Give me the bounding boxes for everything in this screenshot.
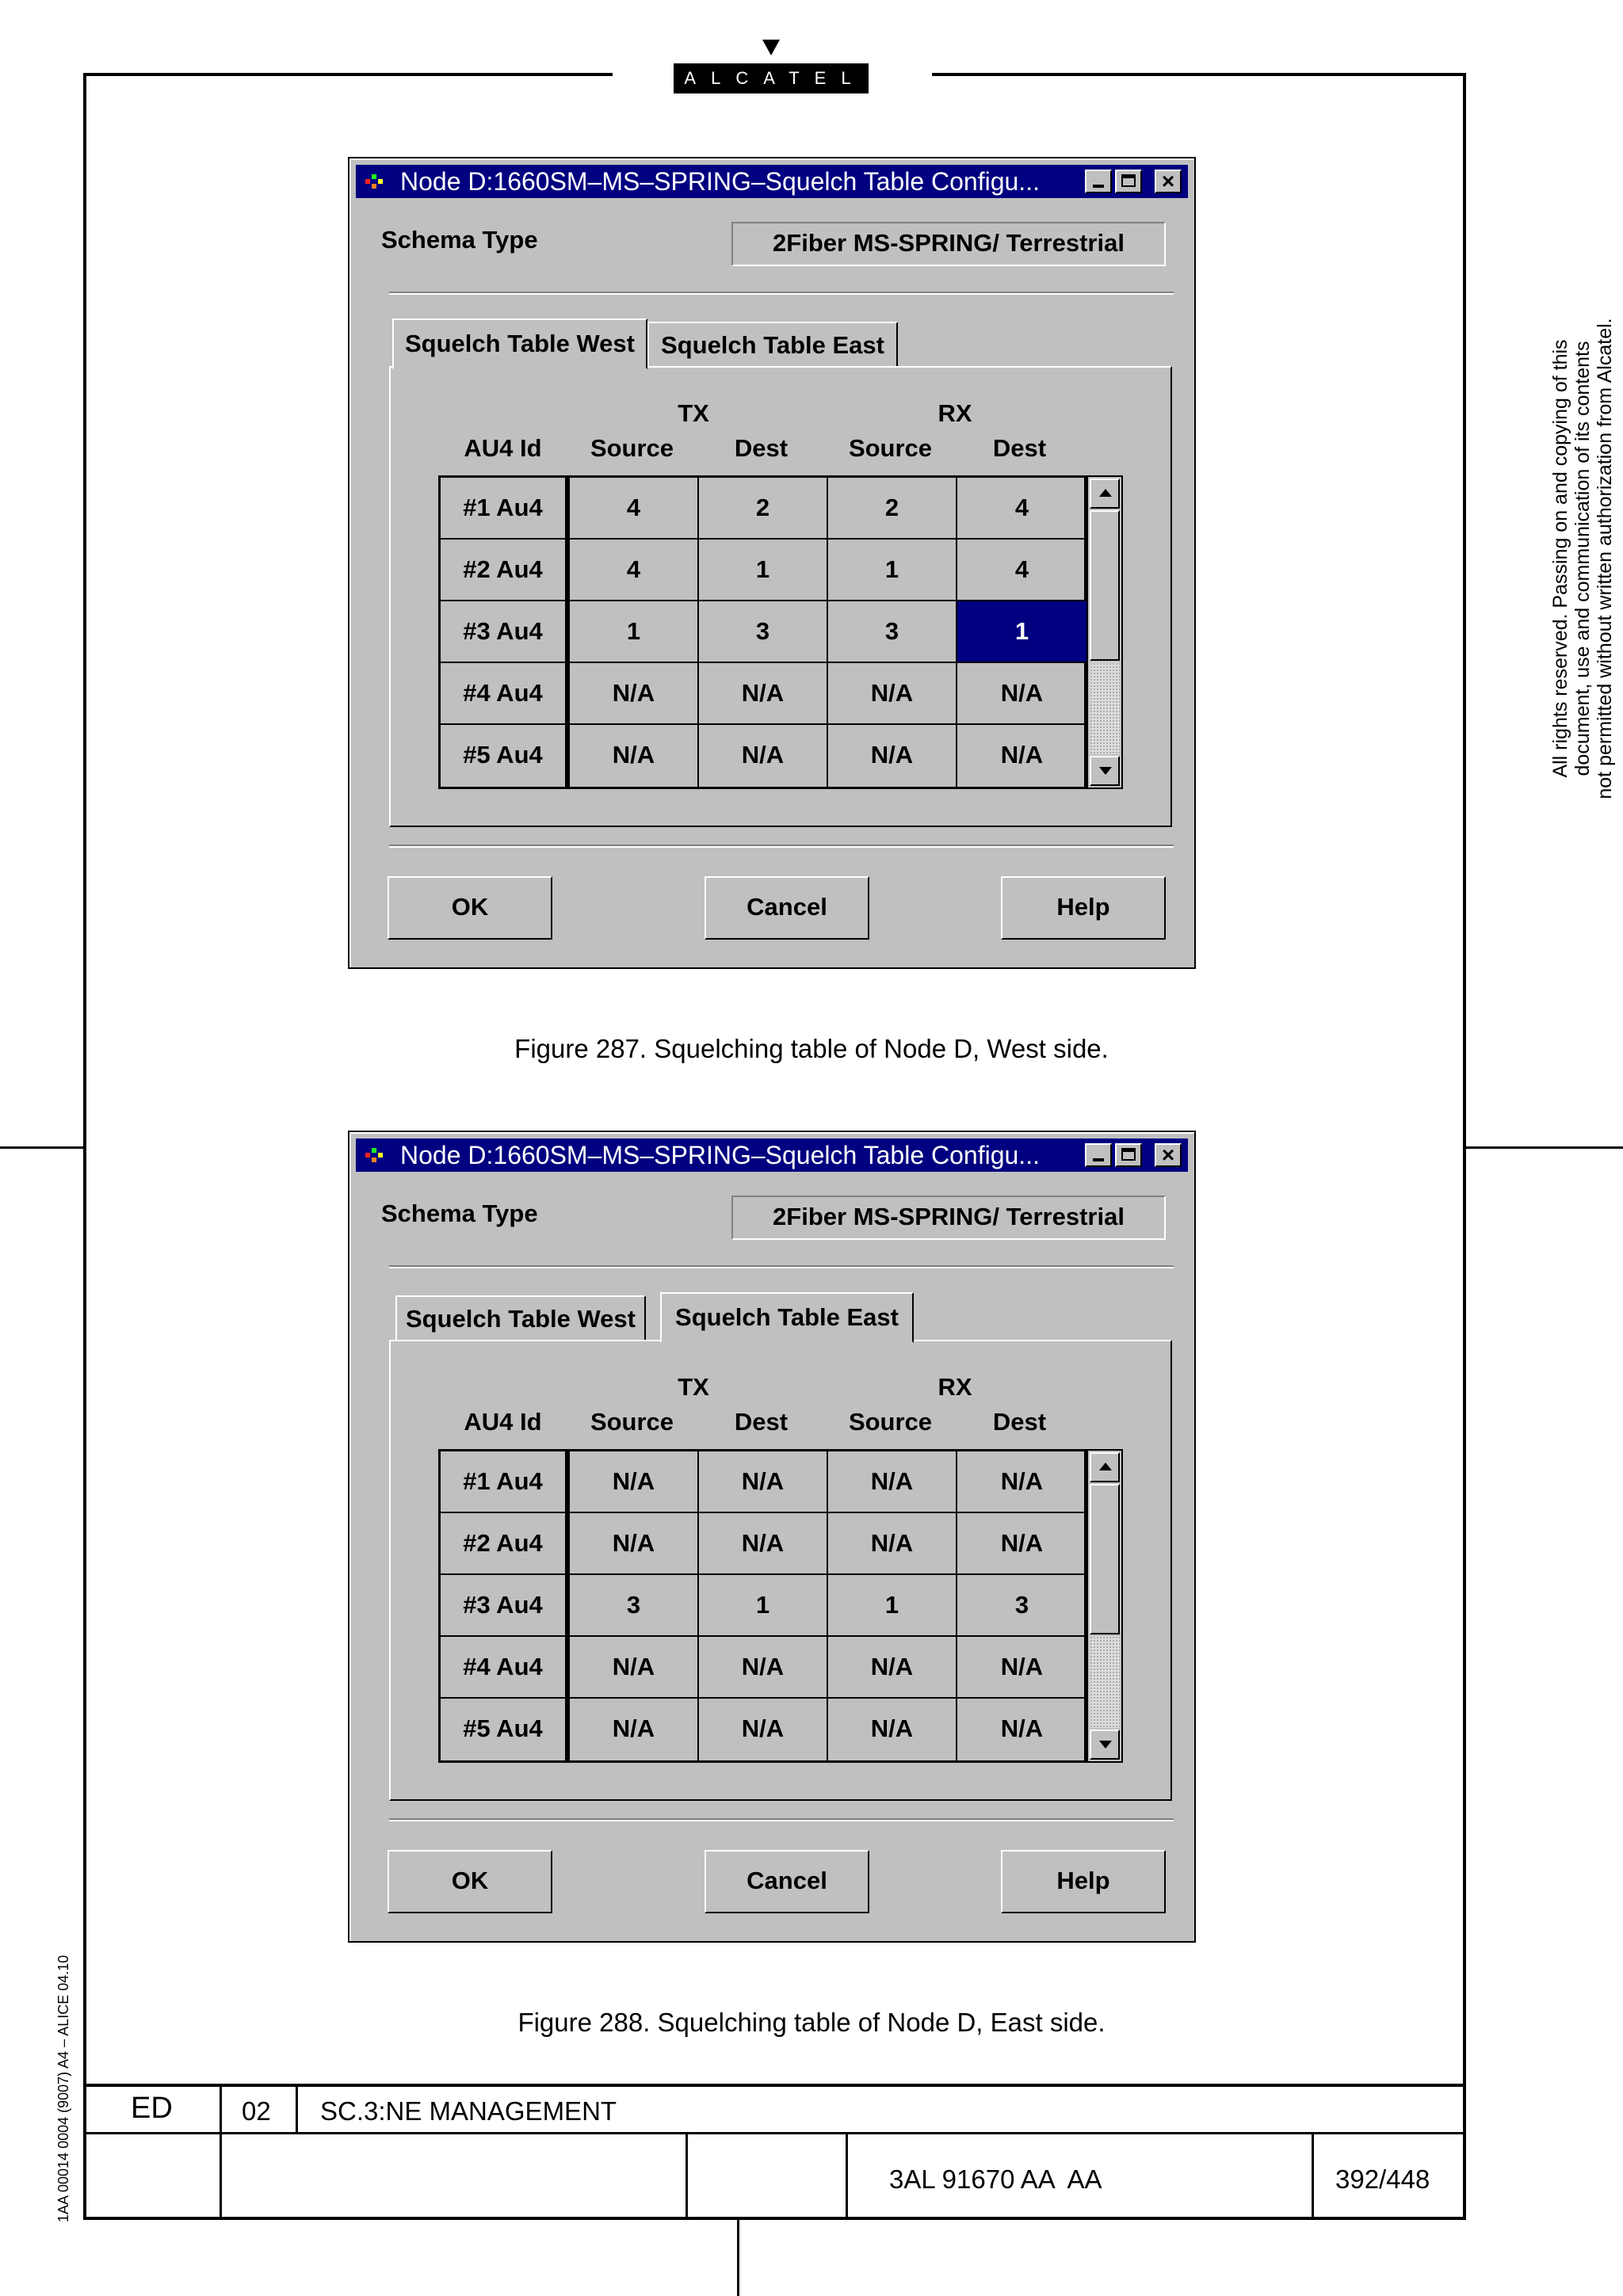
title-bar[interactable] xyxy=(356,165,1188,198)
schema-type-label: Schema Type xyxy=(381,226,538,254)
cell-rx-source[interactable]: N/A xyxy=(828,1451,957,1513)
cell-au4-id[interactable]: #4 Au4 xyxy=(441,1637,570,1699)
cell-rx-dest[interactable]: 3 xyxy=(957,1575,1086,1637)
cell-rx-dest[interactable]: N/A xyxy=(957,1451,1086,1513)
side-mark-left xyxy=(0,1146,83,1149)
side-mark-right xyxy=(1466,1146,1623,1149)
footer-page: 392/448 xyxy=(1335,2164,1430,2194)
footer-divider-5 xyxy=(1312,2132,1314,2220)
footer-top-line xyxy=(83,2084,1466,2087)
tab-squelch-table-east[interactable]: Squelch Table East xyxy=(660,1292,914,1343)
rx-group-header: RX xyxy=(938,399,972,427)
close-button[interactable] xyxy=(1155,1143,1182,1167)
cell-rx-source[interactable]: 1 xyxy=(828,1575,957,1637)
separator xyxy=(389,1818,1174,1821)
cell-rx-source[interactable]: N/A xyxy=(828,725,957,787)
schema-type-field: 2Fiber MS-SPRING/ Terrestrial xyxy=(731,1196,1166,1240)
cell-rx-source[interactable]: 1 xyxy=(828,540,957,601)
rights-notice xyxy=(1549,313,1616,804)
cell-tx-source[interactable]: N/A xyxy=(570,1451,699,1513)
cancel-button[interactable]: Cancel xyxy=(705,876,869,940)
cell-tx-source[interactable]: 1 xyxy=(570,601,699,663)
frame-top-left xyxy=(83,73,613,76)
cell-tx-source[interactable]: N/A xyxy=(570,663,699,725)
arrow-down-icon xyxy=(1099,1741,1112,1749)
cell-rx-dest[interactable]: N/A xyxy=(1000,1714,1044,1742)
scroll-up-button[interactable] xyxy=(1090,1452,1120,1482)
scroll-up-button[interactable] xyxy=(1090,479,1120,509)
tab-squelch-table-east[interactable]: Squelch Table East xyxy=(647,322,898,368)
figure-caption: Figure 288. Squelching table of Node D, East side. xyxy=(517,2008,1106,2037)
scroll-track[interactable] xyxy=(1090,1636,1120,1728)
cell-au4-id[interactable]: #3 Au4 xyxy=(441,1575,570,1637)
tab-squelch-table-west[interactable]: Squelch Table West xyxy=(395,1295,646,1341)
frame-top-right xyxy=(932,73,1466,76)
cell-rx-source[interactable]: 3 xyxy=(828,601,957,663)
close-icon: × xyxy=(1161,169,1175,193)
cell-tx-source[interactable]: N/A xyxy=(570,1699,699,1760)
separator xyxy=(389,1265,1174,1268)
cell-tx-source[interactable]: 4 xyxy=(570,540,699,601)
schema-type-label: Schema Type xyxy=(381,1199,538,1227)
maximize-button[interactable] xyxy=(1115,170,1142,193)
tx-group-header: TX xyxy=(678,399,709,427)
cell-tx-dest[interactable]: 1 xyxy=(699,1575,828,1637)
title-bar[interactable] xyxy=(356,1138,1188,1172)
close-button[interactable] xyxy=(1155,170,1182,193)
scroll-down-button[interactable] xyxy=(1090,1730,1120,1760)
cell-rx-dest[interactable]: N/A xyxy=(1000,741,1044,769)
cell-tx-dest[interactable]: N/A xyxy=(699,1637,828,1699)
ok-button[interactable]: OK xyxy=(388,876,552,940)
arrow-down-icon xyxy=(1099,767,1112,775)
scroll-thumb[interactable] xyxy=(1090,510,1120,661)
column-header-au4-id: AU4 Id xyxy=(464,434,542,462)
cell-au4-id[interactable]: #1 Au4 xyxy=(441,1451,570,1513)
cell-tx-dest[interactable]: N/A xyxy=(699,663,828,725)
cell-au4-id[interactable]: #5 Au4 xyxy=(441,725,570,787)
cell-tx-source[interactable]: 4 xyxy=(570,478,699,540)
footer-divider-3 xyxy=(685,2132,688,2220)
footer-divider-1 xyxy=(220,2084,222,2220)
app-icon xyxy=(365,173,384,190)
column-header-tx-dest: Dest xyxy=(734,1408,789,1436)
document-code: 1AA 00014 0004 (9007) A4 – ALICE 04.10 xyxy=(55,1955,71,2222)
column-header-rx-dest: Dest xyxy=(992,434,1047,462)
cell-tx-dest[interactable]: N/A xyxy=(699,1451,828,1513)
footer-divider-4 xyxy=(846,2132,848,2220)
cell-tx-source[interactable]: N/A xyxy=(570,1513,699,1575)
column-header-rx-source: Source xyxy=(848,434,933,462)
cell-tx-dest[interactable]: 1 xyxy=(699,540,828,601)
tab-squelch-table-west[interactable]: Squelch Table West xyxy=(392,318,647,369)
alcatel-logo xyxy=(674,40,869,95)
cell-tx-source[interactable]: N/A xyxy=(570,725,699,787)
footer-ed-label: ED xyxy=(131,2092,173,2125)
cell-au4-id[interactable]: #1 Au4 xyxy=(441,478,570,540)
scroll-down-button[interactable] xyxy=(1090,756,1120,786)
cell-tx-dest[interactable]: N/A xyxy=(699,725,828,787)
separator xyxy=(389,845,1174,848)
footer-ed-value: 02 xyxy=(242,2096,271,2126)
help-button[interactable]: Help xyxy=(1001,876,1166,940)
column-header-tx-source: Source xyxy=(590,434,674,462)
footer-bottom-line xyxy=(83,2217,1466,2220)
minimize-icon xyxy=(1093,1158,1104,1161)
column-header-au4-id: AU4 Id xyxy=(464,1408,542,1436)
scroll-thumb[interactable] xyxy=(1090,1484,1120,1634)
minimize-button[interactable] xyxy=(1085,1143,1112,1167)
figure-caption: Figure 287. Squelching table of Node D, West side. xyxy=(514,1034,1109,1063)
cell-tx-dest[interactable]: 2 xyxy=(699,478,828,540)
squelch-dialog-west xyxy=(348,157,1196,969)
cell-rx-source[interactable]: N/A xyxy=(828,663,957,725)
cancel-button[interactable]: Cancel xyxy=(705,1850,869,1913)
cell-tx-dest[interactable]: N/A xyxy=(699,1699,828,1760)
column-header-rx-source: Source xyxy=(848,1408,933,1436)
schema-type-field: 2Fiber MS-SPRING/ Terrestrial xyxy=(731,222,1166,266)
cell-au4-id[interactable]: #3 Au4 xyxy=(441,601,570,663)
vertical-scrollbar[interactable] xyxy=(1086,1449,1123,1763)
arrow-up-icon xyxy=(1099,1463,1112,1470)
cell-tx-dest[interactable]: 3 xyxy=(699,601,828,663)
minimize-icon xyxy=(1093,185,1104,188)
cell-rx-dest[interactable]: 1 xyxy=(957,601,1086,663)
cell-rx-dest[interactable]: N/A xyxy=(957,663,1086,725)
cell-rx-dest[interactable]: N/A xyxy=(957,1513,1086,1575)
maximize-button[interactable] xyxy=(1115,1143,1142,1167)
help-button[interactable]: Help xyxy=(1001,1850,1166,1913)
window-title: Node D:1660SM–MS–SPRING–Squelch Table Configu... xyxy=(400,1141,1040,1169)
cell-au4-id[interactable]: #4 Au4 xyxy=(441,663,570,725)
cell-tx-dest[interactable]: N/A xyxy=(699,1513,828,1575)
cell-rx-source[interactable]: N/A xyxy=(828,1699,957,1760)
arrow-up-icon xyxy=(1099,489,1112,497)
cell-tx-source[interactable]: N/A xyxy=(570,1637,699,1699)
cell-rx-dest[interactable]: N/A xyxy=(957,1637,1086,1699)
rx-group-header: RX xyxy=(938,1373,972,1401)
rights-line-1: All rights reserved. Passing on and copying of this xyxy=(1549,339,1571,778)
ok-button[interactable]: OK xyxy=(388,1850,552,1913)
footer-mid-line xyxy=(83,2132,1466,2134)
cell-rx-source[interactable]: N/A xyxy=(828,1513,957,1575)
minimize-button[interactable] xyxy=(1085,170,1112,193)
footer-section: SC.3:NE MANAGEMENT xyxy=(320,2096,617,2126)
logo-text: ALCATEL xyxy=(674,63,869,93)
tx-group-header: TX xyxy=(678,1373,709,1401)
footer-doc-number: 3AL 91670 AA AA xyxy=(889,2164,1102,2194)
squelch-table xyxy=(438,475,1086,789)
close-icon: × xyxy=(1161,1142,1175,1167)
cell-rx-source[interactable]: 2 xyxy=(828,478,957,540)
cell-rx-source[interactable]: N/A xyxy=(828,1637,957,1699)
rights-line-3: not permitted without written authorization from Alcatel. xyxy=(1594,318,1616,799)
vertical-scrollbar[interactable] xyxy=(1086,475,1123,789)
separator xyxy=(389,292,1174,295)
cell-rx-dest[interactable]: 4 xyxy=(957,540,1086,601)
column-header-tx-source: Source xyxy=(590,1408,674,1436)
maximize-icon xyxy=(1121,174,1136,187)
squelch-dialog-east xyxy=(348,1131,1196,1943)
squelch-table xyxy=(438,1449,1086,1763)
column-header-rx-dest: Dest xyxy=(992,1408,1047,1436)
cell-au4-id[interactable]: #2 Au4 xyxy=(441,540,570,601)
cell-tx-source[interactable]: 3 xyxy=(570,1575,699,1637)
bottom-center-mark xyxy=(737,2220,739,2296)
app-icon xyxy=(365,1146,384,1164)
cell-au4-id[interactable]: #2 Au4 xyxy=(441,1513,570,1575)
rights-line-2: document, use and communication of its contents xyxy=(1571,341,1594,776)
footer-divider-2 xyxy=(296,2084,298,2134)
frame-left xyxy=(83,73,86,2220)
logo-triangle-icon xyxy=(762,40,780,55)
cell-au4-id[interactable]: #5 Au4 xyxy=(441,1699,570,1760)
window-title: Node D:1660SM–MS–SPRING–Squelch Table Configu... xyxy=(400,167,1040,196)
scroll-track[interactable] xyxy=(1090,662,1120,754)
column-header-tx-dest: Dest xyxy=(734,434,789,462)
maximize-icon xyxy=(1121,1148,1136,1161)
cell-rx-dest[interactable]: 4 xyxy=(957,478,1086,540)
